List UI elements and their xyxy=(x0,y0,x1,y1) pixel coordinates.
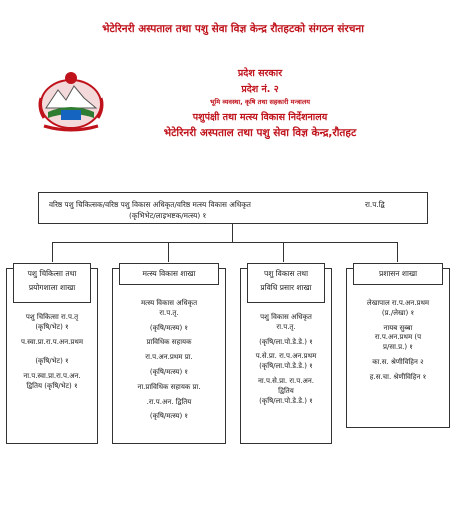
post-item: ना.प्राविधिक सहायक प्रा. xyxy=(137,382,201,391)
section-livestock-extension xyxy=(240,268,332,444)
post-item: का.स. श्रेणीविहिन २ xyxy=(372,357,424,366)
connector-branch-4 xyxy=(397,242,398,262)
connector-branch-3 xyxy=(283,242,284,262)
section-posts xyxy=(350,299,446,388)
section-vet-lab xyxy=(6,268,98,444)
chief-position-service: (कृभिभेट/लाइभष्टक/मत्स्य) १ xyxy=(129,211,207,221)
post-item: (कृषि/मत्स्य) १ xyxy=(149,367,189,376)
post-item: (कृषि/मत्स्य) १ xyxy=(149,412,189,421)
post-item: ना.प.से.प्रा. रा.प.अन. द्वितिय (कृषि/ला.पो.डे.डे.) १ xyxy=(258,376,314,405)
section-head: मत्स्य विकास शाखा xyxy=(119,263,219,285)
connector-branch-2 xyxy=(168,242,169,262)
header-line-2: प्रदेश नं. २ xyxy=(241,84,279,95)
post-item: पशु चिकित्सा रा.प.तृ (कृषि/भेट) १ xyxy=(25,313,79,331)
post-item: लेखापाल रा.प.अन.प्रथम (प्र./लेखा) १ xyxy=(366,299,430,317)
post-item: प्राविधिक सहायक xyxy=(146,338,192,347)
section-posts xyxy=(244,313,328,411)
chief-position-title: वरिष्ठ पशु चिकित्सक/वरिष्ठ पशु विकास अधिकृत/वरिष्ठ मत्स्य विकास अधिकृत xyxy=(49,200,251,209)
post-item: .रा.प.अन. द्वितिय xyxy=(146,397,192,406)
nepal-emblem-icon xyxy=(36,68,106,132)
header-line-5: भेटेरिनरी अस्पताल तथा पशु सेवा विज्ञ केन्द्र,रौतहट xyxy=(163,127,357,139)
header-line-1: प्रदेश सरकार xyxy=(237,68,283,79)
chief-position-rank: रा.प.द्वि xyxy=(365,200,385,209)
section-posts xyxy=(10,313,94,397)
post-item: मत्स्य विकास अधिकृत रा.प.तृ. xyxy=(140,299,198,317)
header-line-3: भूमि व्यवस्था, कृषि तथा सहकारी मन्त्रालय xyxy=(209,98,311,106)
post-item: नायब सुब्बा रा.प.अन.प्रथम (प प्र/सा.प्र.) १ xyxy=(374,323,422,352)
section-posts xyxy=(116,299,222,427)
section-administration xyxy=(346,268,450,428)
post-item: पशु विकास अधिकृत रा.प.तृ. xyxy=(260,313,312,331)
page-title: भेटेरिनरी अस्पताल तथा पशु सेवा विज्ञ केन्द्र रौतहटको संगठन संरचना xyxy=(102,23,364,35)
connector-trunk xyxy=(232,224,233,242)
section-head: पशु चिकित्सा तथा प्रयोगशाला शाखा xyxy=(13,263,91,303)
post-item: ह.स.चा. श्रेणीविहिन १ xyxy=(369,372,427,381)
post-item: प.स्वा.प्रा.रा.प.अन.प्रथम (कृषि/भेट) १ xyxy=(20,337,84,366)
post-item: प.से.प्रा. रा.प.अन.प्रथम (कृषि/ला.पो.डे.डे.) १ xyxy=(255,352,317,371)
header-line-4: पशुपंक्षी तथा मत्स्य विकास निर्देशनालय xyxy=(192,112,328,123)
connector-branch-1 xyxy=(52,242,53,262)
section-head: प्रशासन शाखा xyxy=(353,263,443,285)
section-head: पशु विकास तथा प्रविधि प्रसार शाखा xyxy=(247,263,325,303)
section-fisheries xyxy=(112,268,226,444)
post-item: (कृषि/मत्स्य) १ xyxy=(149,323,189,332)
post-item: (कृषि/ला.पो.डे.डे.) १ xyxy=(259,337,313,346)
post-item: रा.प.अन.प्रथम प्रा. xyxy=(145,353,193,362)
chief-position-box xyxy=(38,192,428,224)
post-item: ना.प.स्वा.प्रा.रा.प.अन. द्वितिय (कृषि/भेट) १ xyxy=(23,371,81,390)
connector-horizontal xyxy=(52,242,397,243)
